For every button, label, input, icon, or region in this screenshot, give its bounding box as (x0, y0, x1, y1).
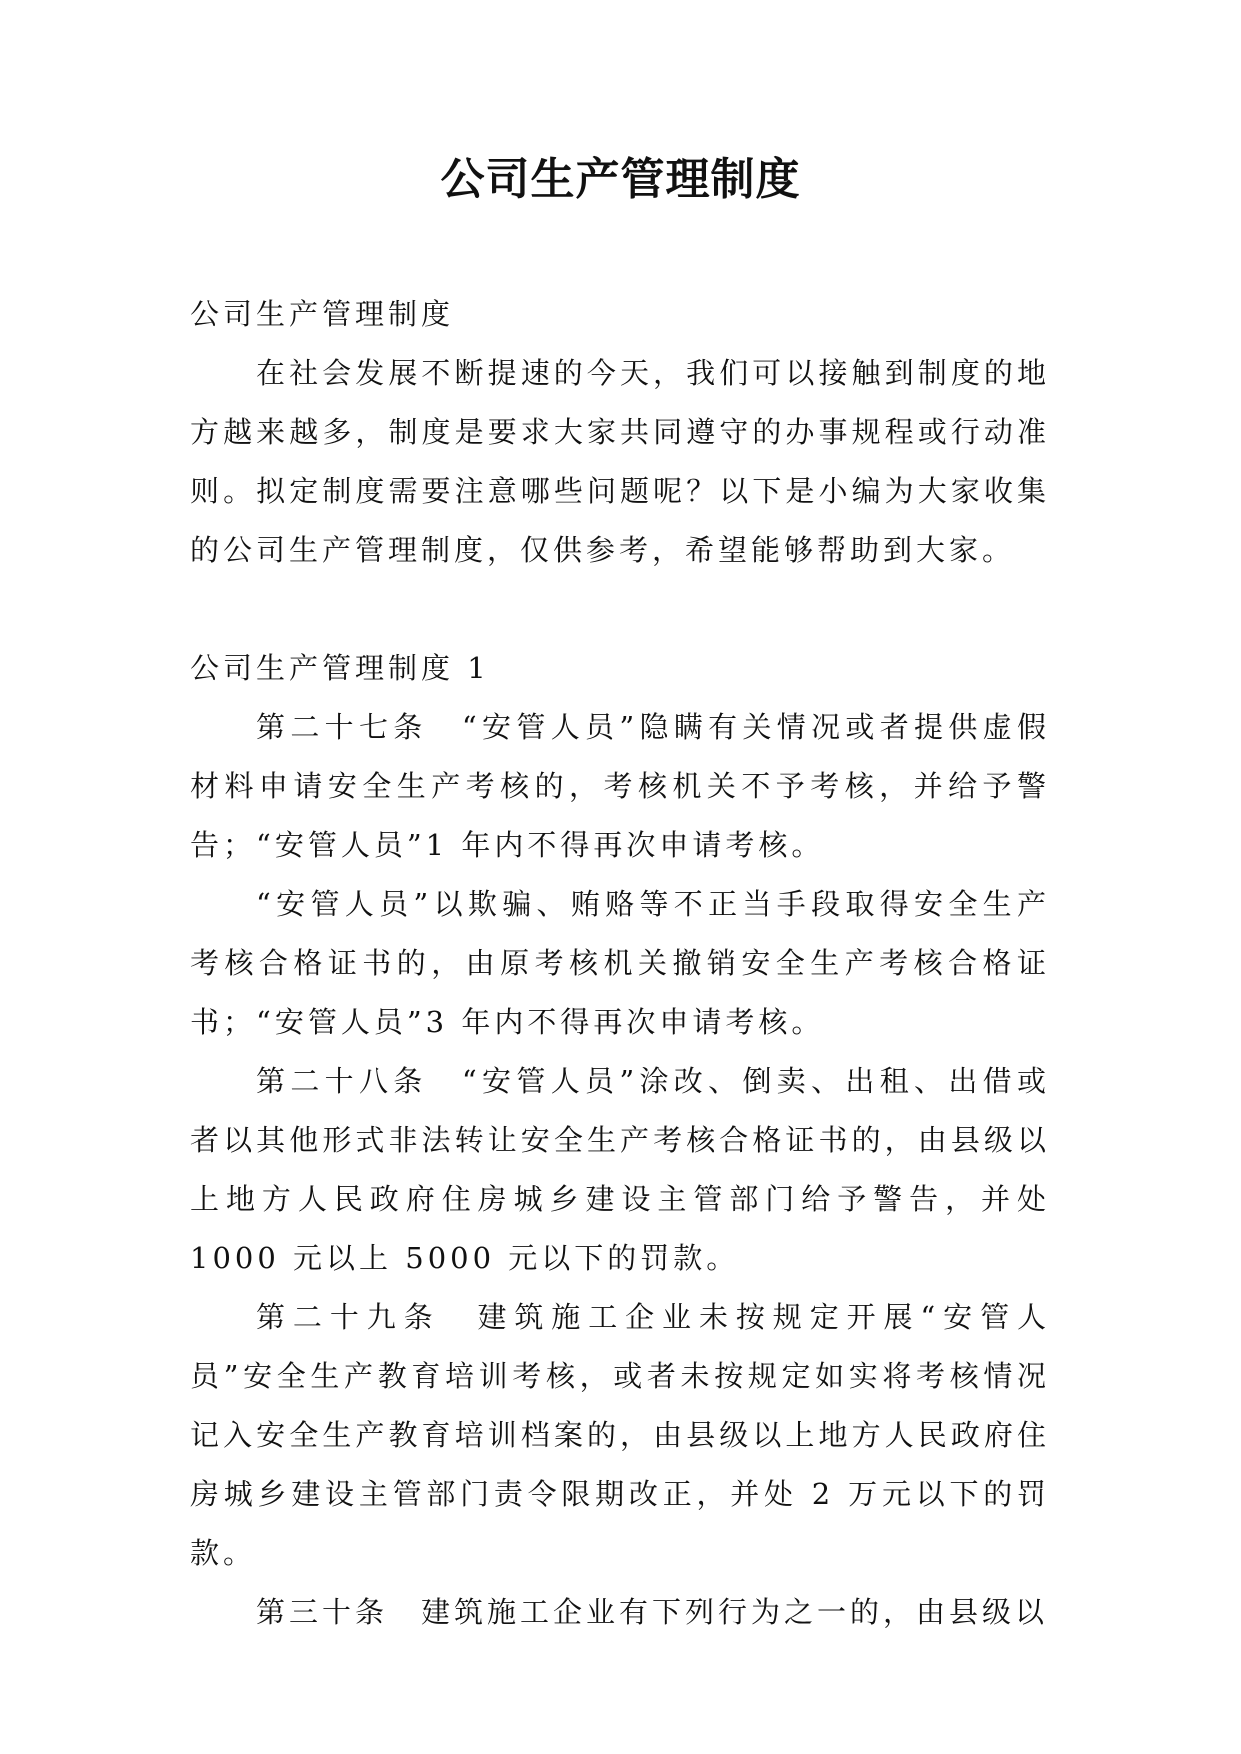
article-29-paragraph: 第二十九条 建筑施工企业未按规定开展“安管人员”安全生产教育培训考核，或者未按规定如实将考核情况记入安全生产教育培训档案的，由县级以上地方人民政府住房城乡建设主管部门责令限期改正，并处 2 万元以下的罚款。 (190, 1300, 1050, 1570)
section-heading: 公司生产管理制度 1 (190, 651, 490, 685)
subtitle: 公司生产管理制度 (190, 297, 455, 331)
page-title: 公司生产管理制度 (440, 154, 801, 205)
intro-paragraph: 在社会发展不断提速的今天，我们可以接触到制度的地方越来越多，制度是要求大家共同遵守的办事规程或行动准则。拟定制度需要注意哪些问题呢？以下是小编为大家收集的公司生产管理制度，仅供参考，希望能够帮助到大家。 (190, 356, 1050, 567)
fraud-certificate-paragraph: “安管人员”以欺骗、贿赂等不正当手段取得安全生产考核合格证书的，由原考核机关撤销安全生产考核合格证书；“安管人员”3 年内不得再次申请考核。 (190, 887, 1050, 1039)
article-27-paragraph: 第二十七条 “安管人员”隐瞒有关情况或者提供虚假材料申请安全生产考核的，考核机关不予考核，并给予警告；“安管人员”1 年内不得再次申请考核。 (190, 710, 1050, 862)
article-30-paragraph: 第三十条 建筑施工企业有下列行为之一的，由县级以 (256, 1595, 1049, 1629)
article-28-paragraph: 第二十八条 “安管人员”涂改、倒卖、出租、出借或者以其他形式非法转让安全生产考核合格证书的，由县级以上地方人民政府住房城乡建设主管部门给予警告，并处 1000 元以上 5000 元以下的罚款。 (190, 1064, 1050, 1275)
document-body (190, 285, 1050, 1642)
